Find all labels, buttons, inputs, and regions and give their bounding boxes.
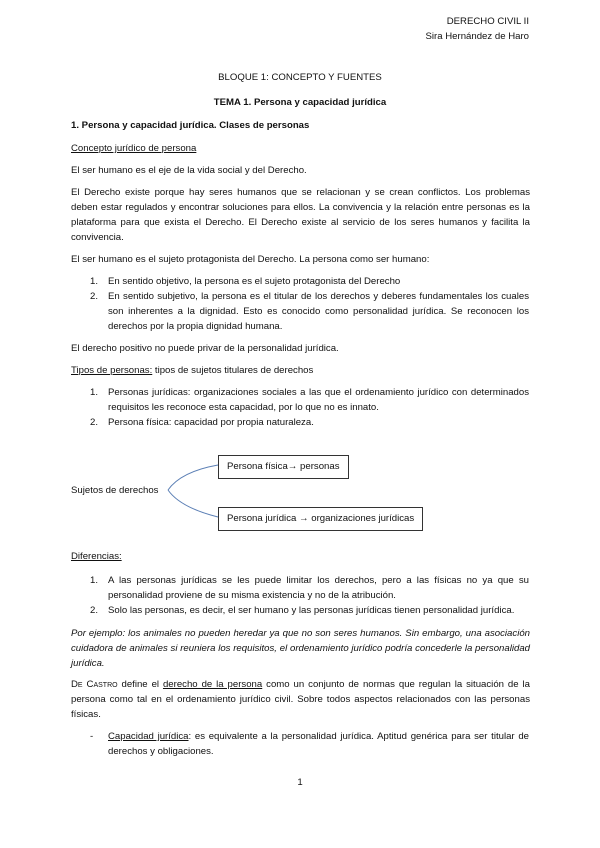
- list-item-text: A las personas jurídicas se les puede limitar los derechos, pero a las físicas no ya que su personalidad proviene de su misma existencia y no de la atribución.: [108, 575, 529, 601]
- capacidad-juridica-term: Capacidad jurídica: [108, 731, 189, 742]
- diagram-brace: [160, 455, 220, 535]
- paragraph-4: El derecho positivo no puede privar de la personalidad jurídica.: [71, 343, 339, 354]
- header-course: DERECHO CIVIL II: [446, 16, 529, 27]
- example-paragraph: Por ejemplo: los animales no pueden heredar ya que no son seres humanos. Sin embargo, una asociación cuidadora de animales si reuniera los requisitos, el ordenamiento jurídico podría concederle la personalidad jurídica.: [71, 628, 530, 669]
- list-item-text: En sentido objetivo, la persona es el sujeto protagonista del Derecho: [108, 276, 401, 287]
- decastro-paragraph: De Castro define el derecho de la persona como un conjunto de normas que regulan la situación de la persona como tal en el ordenamiento jurídico civil. Sobre todos aspectos relacionados con las personas físicas.: [71, 679, 530, 720]
- diagram-box-persona-juridica: Persona jurídica → organizaciones jurídicas: [218, 507, 423, 531]
- list-item-text: Personas jurídicas: organizaciones sociales a las que el ordenamiento jurídico con determinados requisitos les reconoce esta capacidad, por lo que no es innato.: [108, 387, 529, 413]
- tema-title: TEMA 1. Persona y capacidad jurídica: [213, 97, 387, 108]
- list-item-text: Solo las personas, es decir, el ser humano y las personas jurídicas tienen personalidad jurídica.: [108, 605, 515, 616]
- paragraph-3: El ser humano es el sujeto protagonista del Derecho. La persona como ser humano:: [71, 254, 430, 265]
- tipos-label: Tipos de personas:: [71, 365, 153, 376]
- paragraph-2: El Derecho existe porque hay seres humanos que se relacionan y se crean conflictos. Los problemas deben estar regulados y encontrar soluciones para ellos. La convivencia y la relación entre personas es la plataforma para que exista el Derecho. El Derecho existe al servicio de los seres humanos y facilita la convivencia.: [71, 187, 530, 243]
- bloque-title: BLOQUE 1: CONCEPTO Y FUENTES: [218, 72, 382, 83]
- diagram-box-persona-fisica: Persona física→ personas: [218, 455, 349, 479]
- diagram-root: Sujetos de derechos: [71, 485, 159, 496]
- paragraph-1: El ser humano es el eje de la vida social y del Derecho.: [71, 165, 307, 176]
- running-header: [426, 14, 529, 44]
- concepto-heading: Concepto jurídico de persona: [71, 143, 197, 154]
- diferencias-heading: Diferencias:: [71, 551, 122, 562]
- list-item-text: En sentido subjetivo, la persona es el titular de los derechos y deberes fundamentales los cuales son inherentes a la dignidad. Esto es conocido como personalidad jurídica. Se reconocen los derechos por la propia dignidad humana.: [108, 291, 529, 332]
- derecho-persona-term: derecho de la persona: [162, 679, 263, 690]
- header-author: Sira Hernández de Haro: [425, 31, 529, 42]
- page-number: 1: [297, 777, 303, 788]
- list-item-text: Persona física: capacidad por propia naturaleza.: [108, 417, 314, 428]
- author-name: De Castro: [71, 679, 118, 690]
- tipos-line: Tipos de personas: tipos de sujetos titulares de derechos: [71, 365, 314, 376]
- section-heading: 1. Persona y capacidad jurídica. Clases de personas: [71, 120, 310, 131]
